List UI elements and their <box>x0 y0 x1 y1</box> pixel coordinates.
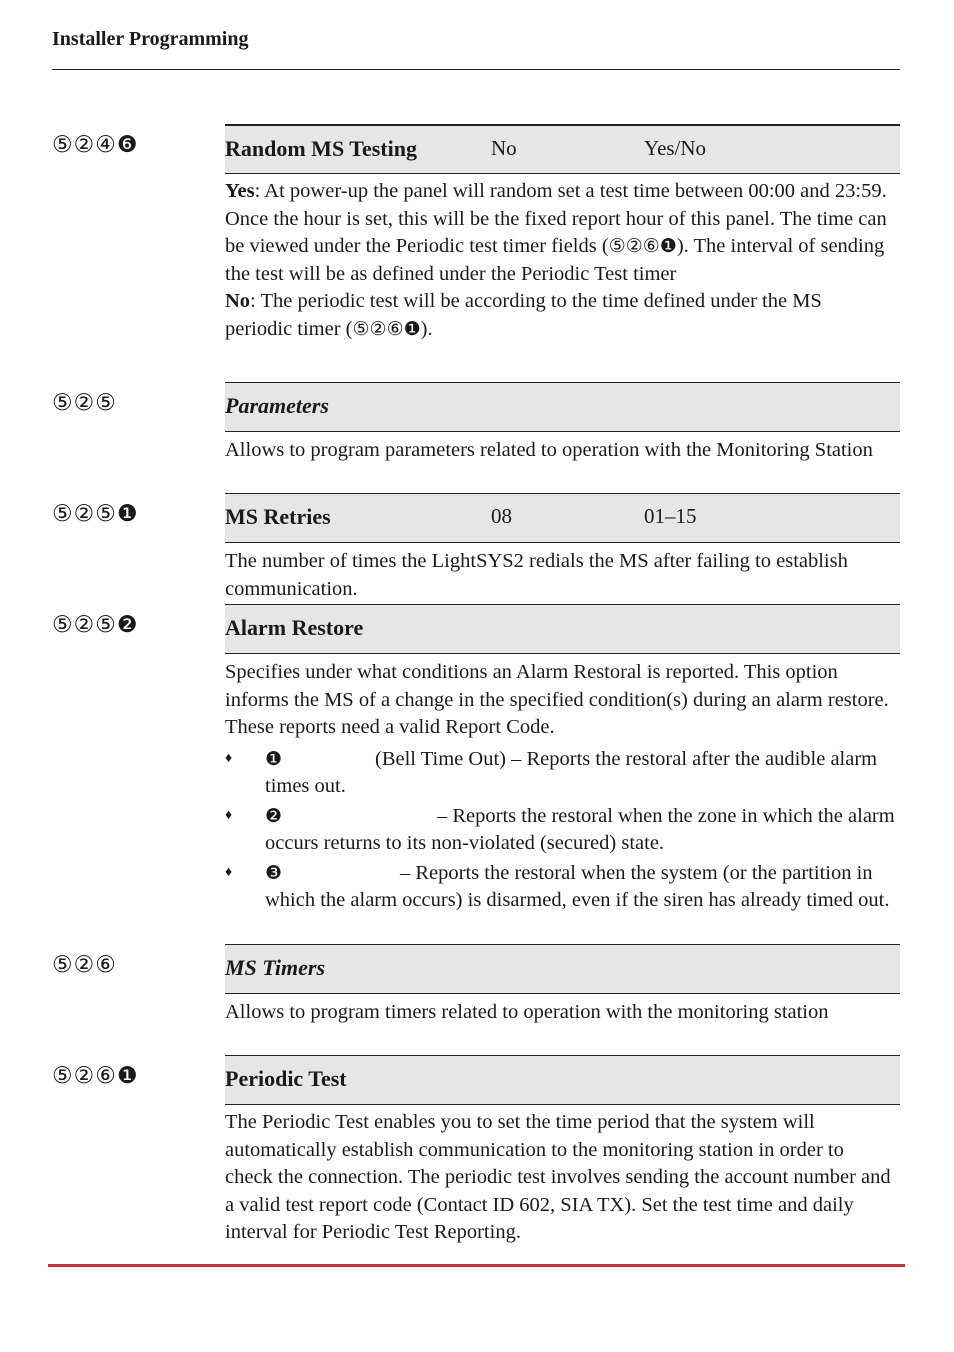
menu-code: ⑤②⑤ <box>52 390 117 416</box>
row-description <box>225 654 900 944</box>
title-bar <box>225 124 900 174</box>
title-bar <box>225 604 900 654</box>
menu-code: ⑤②⑤❷ <box>52 612 139 638</box>
no-paragraph <box>225 288 892 343</box>
menu-code: ⑤②⑥ <box>52 952 117 978</box>
row-ms-timers <box>52 944 900 1055</box>
no-text: : The periodic test will be according to the time defined under the MS periodic timer ( <box>225 290 822 340</box>
menu-code-ref: ⑤②⑥❶ <box>608 235 677 257</box>
row-description <box>225 543 900 604</box>
bullet-item <box>225 803 896 858</box>
option-number: ❷ <box>265 804 283 827</box>
description-text: The number of times the LightSYS2 redials the MS after failing to establish communication. <box>225 550 848 600</box>
header-divider <box>52 69 900 70</box>
programming-table <box>52 124 900 1247</box>
row-description <box>225 432 900 493</box>
bullet-text: – Reports the restoral when the zone in which the alarm occurs returns to its non-violated (secured) state. <box>265 804 895 854</box>
bullet-text: – Reports the restoral when the system (or the partition in which the alarm occurs) is disarmed, even if the siren has already timed out. <box>265 861 890 911</box>
row-periodic-test <box>52 1055 900 1247</box>
row-title: MS Timers <box>225 955 326 980</box>
bullet-item <box>225 860 896 915</box>
row-random-ms-testing <box>52 124 900 382</box>
title-bar <box>225 1055 900 1105</box>
row-parameters <box>52 382 900 493</box>
description-text: Specifies under what conditions an Alarm Restoral is reported. This option informs the MS of a change in the specified condition(s) during an alarm restore. These reports need a valid Report Code. <box>225 661 889 738</box>
bullet-marker: ♦ <box>225 750 233 766</box>
row-description <box>225 994 900 1055</box>
title-bar <box>225 493 900 543</box>
row-description <box>225 174 900 382</box>
value-range: Yes/No <box>644 136 707 160</box>
row-title: Alarm Restore <box>225 615 364 640</box>
yes-text-cont: ). The interval of sending the test will be as defined under the Periodic Test timer <box>225 235 885 285</box>
row-ms-retries <box>52 493 900 604</box>
row-description <box>225 1105 900 1247</box>
row-title: MS Retries <box>225 504 331 529</box>
no-text-cont: ). <box>420 317 433 340</box>
title-bar <box>225 944 900 994</box>
yes-text: : At power-up the panel will random set a test time between 00:00 and 23:59. Once the hour is set, this will be the fixed report hour of this panel. The time can be viewed under the Periodic test timer fields ( <box>225 180 887 257</box>
bullet-marker: ♦ <box>225 807 233 823</box>
value-range: 01–15 <box>644 504 697 528</box>
menu-code: ⑤②⑤❶ <box>52 501 139 527</box>
menu-code-ref: ⑤②⑥❶ <box>352 317 421 340</box>
footer-divider <box>48 1264 905 1267</box>
row-title: Periodic Test <box>225 1066 347 1091</box>
row-alarm-restore <box>52 604 900 944</box>
bullet-item <box>225 746 896 801</box>
page-header-title: Installer Programming <box>52 28 249 50</box>
description-text: The Periodic Test enables you to set the time period that the system will automatically establish communication to the monitoring station in order to check the connection. The periodic test involves sending the account number and a valid test report code (Contact ID 602, SIA TX). Set the test time and daily interval for Periodic Test Reporting. <box>225 1111 891 1243</box>
no-label: No <box>225 290 251 312</box>
menu-code: ⑤②⑥❶ <box>52 1063 139 1089</box>
option-number: ❶ <box>265 747 283 770</box>
option-number: ❸ <box>265 861 283 884</box>
title-bar <box>225 382 900 432</box>
bullet-marker: ♦ <box>225 864 233 880</box>
row-title: Parameters <box>225 393 329 418</box>
menu-code: ⑤②④❻ <box>52 132 139 158</box>
bullet-text: (Bell Time Out) – Reports the restoral after the audible alarm times out. <box>265 747 878 797</box>
description-text: Allows to program parameters related to operation with the Monitoring Station <box>225 439 873 461</box>
yes-paragraph <box>225 178 892 288</box>
default-value: 08 <box>491 504 512 528</box>
description-text: Allows to program timers related to operation with the monitoring station <box>225 1001 829 1023</box>
yes-label: Yes <box>225 180 255 202</box>
row-title: Random MS Testing <box>225 136 417 161</box>
default-value: No <box>491 136 517 160</box>
